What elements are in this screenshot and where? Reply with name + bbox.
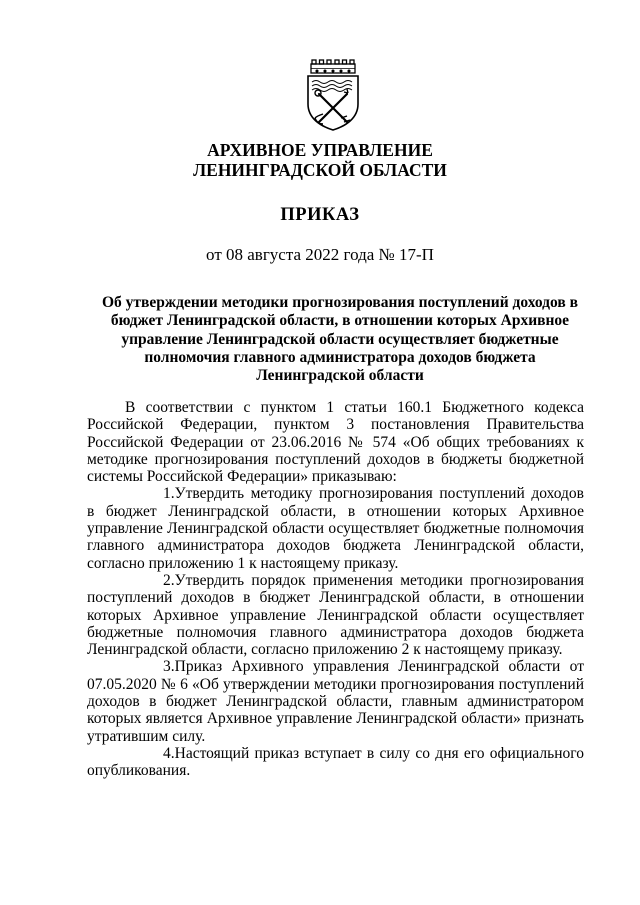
org-name-line2: ЛЕНИНГРАДСКОЙ ОБЛАСТИ: [193, 160, 447, 180]
list-item: [87, 745, 584, 780]
list-item: [87, 572, 584, 658]
item-number: 3.: [163, 658, 175, 676]
list-item: [87, 485, 584, 571]
preamble-paragraph: В соответствии с пунктом 1 статьи 160.1 Бюджетного кодекса Российской Федерации, пунктом 3 постановления Правительства Российской Федерации от 23.06.2016 № 574 «Об общих требованиях к методике прогнозирования поступлений доходов в бюджеты бюджетной системы Российской Федерации» приказываю:: [87, 399, 584, 486]
org-name-line1: АРХИВНОЕ УПРАВЛЕНИЕ: [207, 140, 433, 160]
coat-of-arms-icon: [301, 58, 365, 132]
document-type: ПРИКАЗ: [280, 205, 360, 225]
item-text: Приказ Архивного управления Ленинградской области от 07.05.2020 № 6 «Об утверждении методики прогнозирования поступлений доходов в бюджет Ленинградской области, главным администратором которых является Архивное управление Ленинградской области» признать утратившим силу.: [87, 658, 584, 745]
document-date-number: от 08 августа 2022 года № 17-П: [206, 245, 434, 264]
document-subject: Об утверждении методики прогнозирования поступлений доходов в бюджет Ленинградской области, в отношении которых Архивное управление Ленинградской области осуществляет бюджетные полномочия главного администратора доходов бюджета Ленинградской области: [102, 294, 578, 385]
list-item: [87, 658, 584, 744]
item-number: 2.: [163, 571, 175, 589]
item-number: 4.: [163, 744, 175, 762]
crown: [311, 60, 355, 73]
document-body: [87, 399, 584, 780]
item-text: Утвердить порядок применения методики прогнозирования поступлений доходов в бюджет Ленинградской области, в отношении которых Архивное управление Ленинградской области осуществляет бюджетные полномочия главного администратора доходов бюджета Ленинградской области, согласно приложению 2 к настоящему приказу.: [87, 571, 584, 659]
item-text: Утвердить методику прогнозирования поступлений доходов в бюджет Ленинградской области, в отношении которых Архивное управление Ленинградской области осуществляет бюджетные полномочия главного администратора доходов бюджета Ленинградской области, согласно приложению 1 к настоящему приказу.: [87, 485, 584, 572]
item-text: Настоящий приказ вступает в силу со дня его официального опубликования.: [87, 744, 584, 780]
item-number: 1.: [163, 485, 175, 503]
